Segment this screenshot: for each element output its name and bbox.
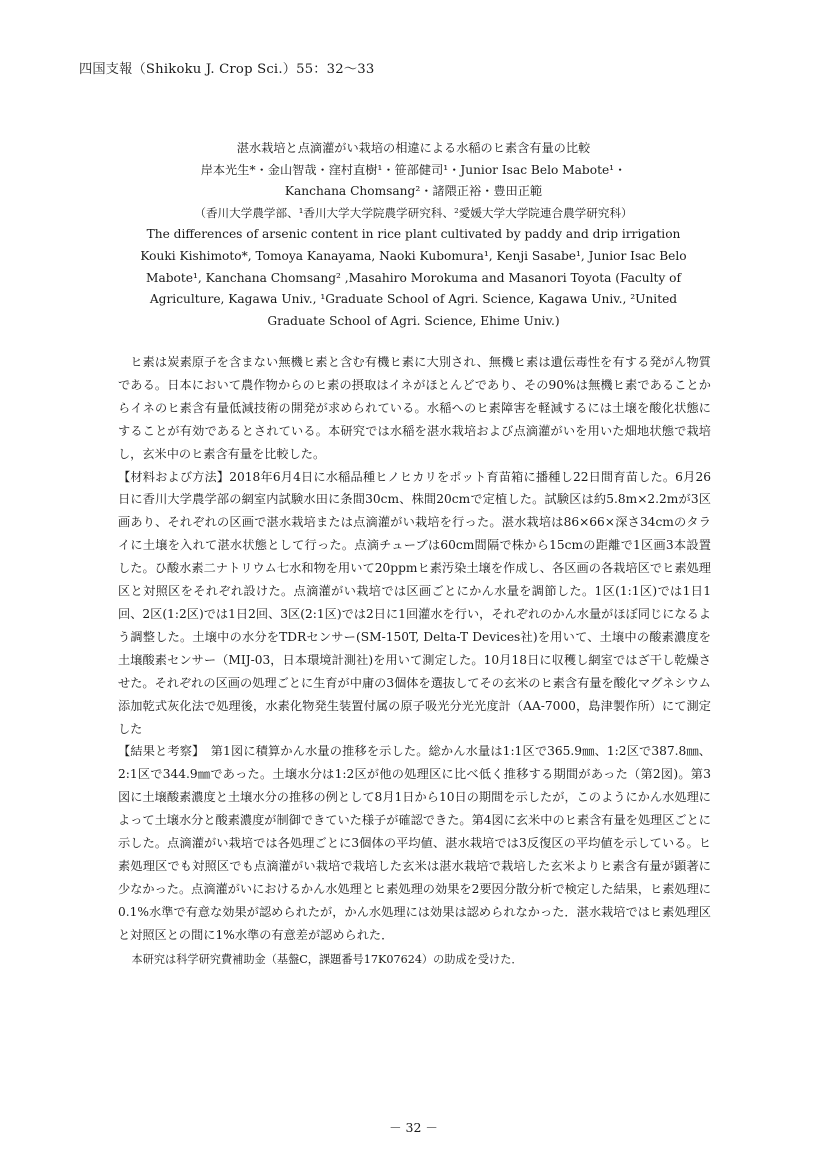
title-block bbox=[100, 138, 727, 332]
authors-english-line-2: Mabote¹, Kanchana Chomsang² ,Masahiro Morokuma and Masanori Toyota (Faculty of bbox=[146, 270, 681, 285]
affiliations-japanese: （香川大学農学部、¹香川大学大学院農学研究科、²愛媛大学大学院連合農学研究科） bbox=[194, 205, 633, 220]
intro-paragraph: ヒ素は炭素原子を含まない無機ヒ素と含む有機ヒ素に大別され、無機ヒ素は遺伝毒性を有する発がん物質である。日本において農作物からのヒ素の摂取はイネがほとんどであり、その90%は無機ヒ素であることからイネのヒ素含有量低減技術の開発が求められている。水稲へのヒ素障害を軽減するには土壌を酸化状態にすることが有効であるとされている。本研究では水稲を湛水栽培および点滴灌がいを用いた畑地状態で栽培し，玄米中のヒ素含有量を比較した。 bbox=[118, 355, 711, 461]
journal-header: 四国支報（Shikoku J. Crop Sci.）55：32～33 bbox=[79, 62, 375, 77]
page-number: － 32 － bbox=[389, 1120, 438, 1135]
authors-japanese-line-2: Kanchana Chomsang²・諸隈正裕・豊田正範 bbox=[284, 184, 543, 199]
authors-english-line-1: Kouki Kishimoto*, Tomoya Kanayama, Naoki Kubomura¹, Kenji Sasabe¹, Junior Isac Belo bbox=[140, 248, 687, 263]
affiliations-english-line-2: Graduate School of Agri. Science, Ehime Univ.) bbox=[267, 313, 560, 328]
methods-paragraph: 【材料および方法】2018年6月4日に水稲品種ヒノヒカリをポット育苗箱に播種し22日間育苗した。6月26日に香川大学農学部の網室内試験水田に条間30cm、株間20cmで定植した。試験区は約5.8m×2.2mが3区画あり、それぞれの区画で湛水栽培または点滴灌がい栽培を行った。湛水栽培は86×66×深さ34cmのタライに土壌を入れて湛水状態として行った。点滴チューブは60cm間隔で株から15cmの距離で1区画3本設置した。ひ酸水素二ナトリウム七水和物を用いて20ppmヒ素汚染土壌を作成し、各区画の各栽培区でヒ素処理区と対照区をそれぞれ設けた。点滴灌がい栽培では区画ごとにかん水量を調節した。1区(1:1区)では1日1回、2区(1:2区)では1日2回、3区(2:1区)では2日に1回灌水を行い，それぞれのかん水量がほぼ同じになるよう調整した。土壌中の水分をTDRセンサー(SM-150T, Delta-T Devices社)を用いて、土壌中の酸素濃度を土壌酸素センサー（MIJ-03，日本環境計測社)を用いて測定した。10月18日に収穫し網室ではざ干し乾燥させた。それぞれの区画の処理ごとに生育が中庸の3個体を選抜してその玄米のヒ素含有量を酸化マグネシウム添加乾式灰化法で処理後，水素化物発生装置付属の原子吸光分光光度計（AA-7000，島津製作所）にて測定した bbox=[118, 469, 711, 736]
authors-japanese-line-1: 岸本光生*・金山智哉・窪村直樹¹・笹部健司¹・Junior Isac Belo Mabote¹・ bbox=[200, 162, 627, 177]
body-text bbox=[118, 351, 711, 971]
results-paragraph: 【結果と考察】 第1図に積算かん水量の推移を示した。総かん水量は1:1区で365.9㎜、1:2区で387.8㎜、2:1区で344.9㎜であった。土壌水分は1:2区が他の処理区に比べ低く推移する期間があった（第2図)。第3図に土壌酸素濃度と土壌水分の推移の例として8月1日から10日の期間を示したが，このようにかん水処理によって土壌水分と酸素濃度が制御できていた様子が確認できた。第4図に玄米中のヒ素含有量を処理区ごとに示した。点滴灌がい栽培では各処理ごとに3個体の平均値、湛水栽培では3反復区の平均値を示している。ヒ素処理区でも対照区でも点滴灌がい栽培で栽培した玄米は湛水栽培で栽培した玄米よりヒ素含有量が顕著に少なかった。点滴灌がいにおけるかん水処理とヒ素処理の効果を2要因分散分析で検定した結果，ヒ素処理に0.1%水準で有意な効果が認められたが，かん水処理には効果は認められなかった．湛水栽培ではヒ素処理区と対照区との間に1%水準の有意差が認められた． bbox=[118, 744, 711, 942]
title-japanese: 湛水栽培と点滴灌がい栽培の相違による水稲のヒ素含有量の比較 bbox=[236, 141, 591, 155]
acknowledgment-paragraph: 本研究は科学研究費補助金（基盤C，課題番号17K07624）の助成を受けた． bbox=[131, 952, 523, 966]
affiliations-english-line-1: Agriculture, Kagawa Univ., ¹Graduate School of Agri. Science, Kagawa Univ., ²United bbox=[149, 292, 678, 307]
title-english: The differences of arsenic content in rice plant cultivated by paddy and drip irrigation bbox=[146, 227, 681, 242]
